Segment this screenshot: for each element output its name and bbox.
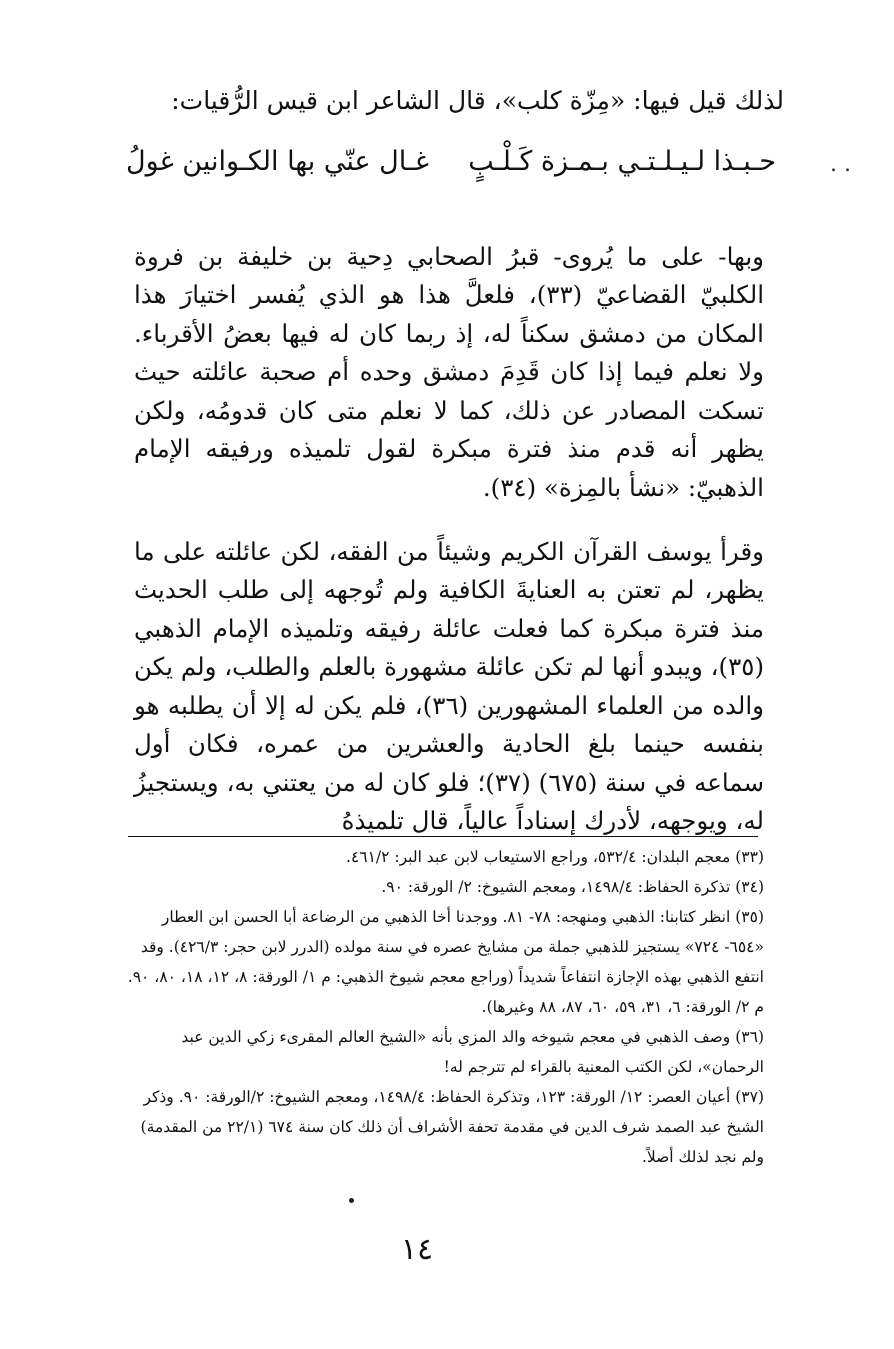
margin-dots: . . xyxy=(830,152,851,177)
verse-second-hemistich: غـال عنّي بها الكـوانين غولُ xyxy=(126,146,430,177)
verse-first-hemistich: حـبـذا لـيـلـتـي بـمـزة كَـلْـبٍ xyxy=(468,146,776,177)
footnote-33: (٣٣) معجم البلدان: ٥٣٢/٤، وراجع الاستيعاب لابن عبد البر: ٤٦١/٢. xyxy=(346,848,764,866)
footnote-35: (٣٥) انظر كتابنا: الذهبي ومنهجه: ٧٨- ٨١. ووجدنا أخا الذهبي من الرضاعة أبا الحسن ابن العطار «٦٥٤- ٧٢٤» يستجيز للذهبي جملة من مشايخ عصره في سنة مولده (الدرر لابن حجر: ٤٢٦/٣). وقد انتفع الذهبي بهذه الإجازة انتفاعاً شديداً (وراجع معجم شيوخ الذهبي: م ١/ الورقة: ٨، ١٢، ١٨، ٨٠، ٩٠. م ٢/ الورقة: ٦، ٣١، ٥٩، ٦٠، ٨٧، ٨٨ وغيرها). xyxy=(127,908,764,1016)
body-paragraph-2: وقرأ يوسف القرآن الكريم وشيئاً من الفقه، لكن عائلته على ما يظهر، لم تعتن به العنايةَ الكافية ولم تُوجهه إلى طلب الحديث منذ فترة مبكرة كما فعلت عائلة رفيقه وتلميذه الإمام الذهبي (٣٥)، ويبدو أنها لم تكن عائلة مشهورة بالعلم والطلب، ولم يكن والده من العلماء المشهورين (٣٦)، فلم يكن له إلا أن يطلبه هو بنفسه حينما بلغ الحادية والعشرين من عمره، فكان أول سماعه في سنة (٦٧٥) (٣٧)؛ فلو كان له من يعتني به، ويستجيزُ له، ويوجهه، لأدرك إسناداً عالياً، قال تلميذهُ xyxy=(134,536,765,835)
poetry-verse xyxy=(126,140,776,184)
footnote-separator xyxy=(128,836,758,837)
footnotes xyxy=(124,842,764,1172)
body-paragraph-1: وبها- على ما يُروى- قبرُ الصحابي دِحية بن خليفة بن فروة الكلبيّ القضاعيّ (٣٣)، فلعلَّ هذا هو الذي يُفسر اختيارَ هذا المكان من دمشق سكناً له، إذ ربما كان له فيها بعضُ الأقرباء. ولا نعلم فيما إذا كان قَدِمَ دمشق وحده أم صحبة عائلته حيث تسكت المصادر عن ذلك، كما لا نعلم متى كان قدومُه، ولكن يظهر أنه قدم منذ فترة مبكرة لقول تلميذه ورفيقه الإمام الذهبيّ: «نشأ بالمِزة» (٣٤). xyxy=(134,241,765,502)
intro-line: لذلك قيل فيها: «مِزّة كلب»، قال الشاعر ابن قيس الرُّقيات: xyxy=(171,86,784,115)
footnote-36: (٣٦) وصف الذهبي في معجم شيوخه والد المزي بأنه «الشيخ العالم المقرىء زكي الدين عبد الرحمان»، لكن الكتب المعنية بالقراء لم تترجم له! xyxy=(181,1028,764,1076)
ink-dot xyxy=(349,1198,354,1203)
page-number: ١٤ xyxy=(400,1232,434,1267)
footnote-34: (٣٤) تذكرة الحفاظ: ١٤٩٨/٤، ومعجم الشيوخ: ٢/ الورقة: ٩٠. xyxy=(381,878,764,896)
footnote-37: (٣٧) أعيان العصر: ١٢/ الورقة: ١٢٣، وتذكرة الحفاظ: ١٤٩٨/٤، ومعجم الشيوخ: ٢/الورقة: ٩٠. وذكر الشيخ عبد الصمد شرف الدين في مقدمة تحفة الأشراف أن ذلك كان سنة ٦٧٤ (٢٢/١ من المقدمة) ولم نجد لذلك أصلاً. xyxy=(140,1088,764,1166)
